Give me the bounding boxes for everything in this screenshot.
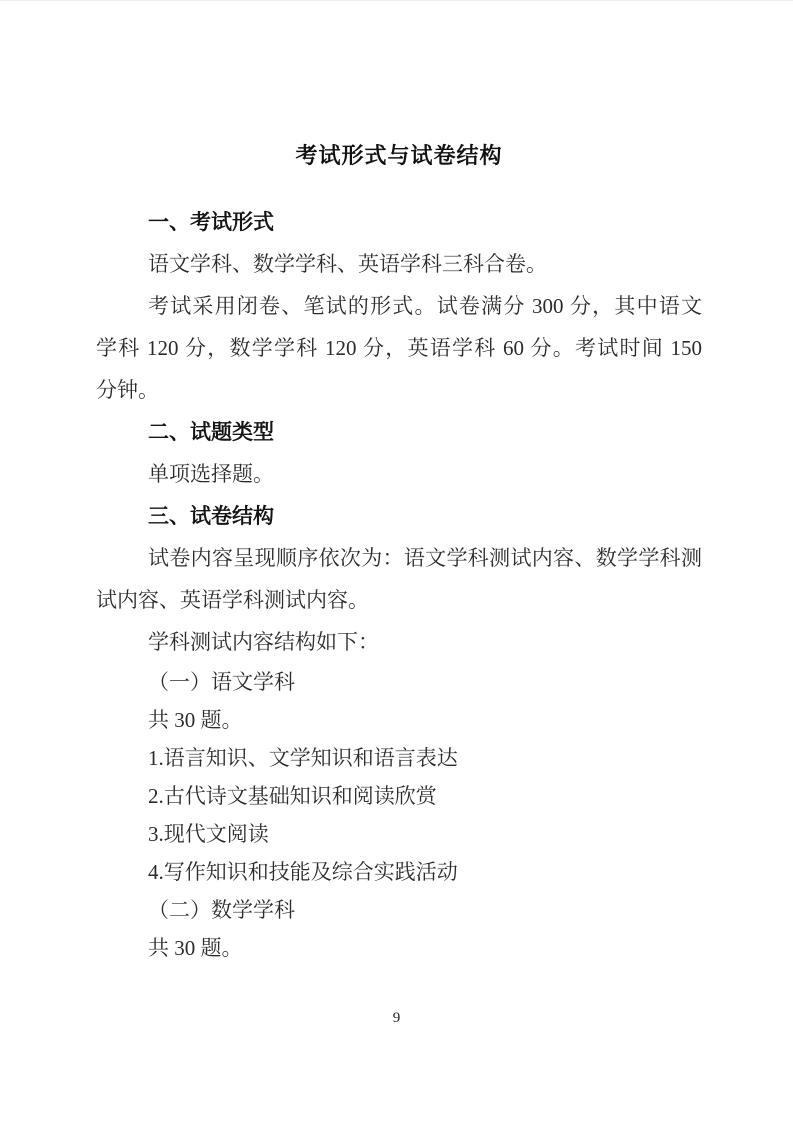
section-heading-exam-format: 一、考试形式 [148,210,274,234]
list-item-question-count: 共 30 题。 [148,708,243,732]
section-heading-question-types: 二、试题类型 [148,420,274,444]
document-content [96,141,702,967]
list-item: 1.语言知识、文学知识和语言表达 [148,746,458,770]
body-line: 试内容、英语学科测试内容。 [96,588,369,612]
section-heading-paper-structure: 三、试卷结构 [148,504,274,528]
body-line: 试卷内容呈现顺序依次为：语文学科测试内容、数学学科测 [148,546,702,570]
body-line: 学科 120 分，数学学科 120 分，英语学科 60 分。考试时间 150 [96,336,702,360]
page-number: 9 [392,1010,401,1026]
list-item-math-subject: （二）数学学科 [148,898,295,922]
title-spacer [96,171,702,201]
list-item-chinese-subject: （一）语文学科 [148,670,295,694]
body-line: 考试采用闭卷、笔试的形式。试卷满分 300 分，其中语文 [148,294,702,318]
body-line: 学科测试内容结构如下： [148,630,379,654]
list-item-question-count: 共 30 题。 [148,936,243,960]
body-line: 语文学科、数学学科、英语学科三科合卷。 [148,252,547,276]
list-item: 3.现代文阅读 [148,822,269,846]
list-item: 2.古代诗文基础知识和阅读欣赏 [148,784,437,808]
body-line: 分钟。 [96,378,159,402]
body-line: 单项选择题。 [148,462,274,486]
list-item: 4.写作知识和技能及综合实践活动 [148,860,458,884]
document-title: 考试形式与试卷结构 [295,143,503,168]
